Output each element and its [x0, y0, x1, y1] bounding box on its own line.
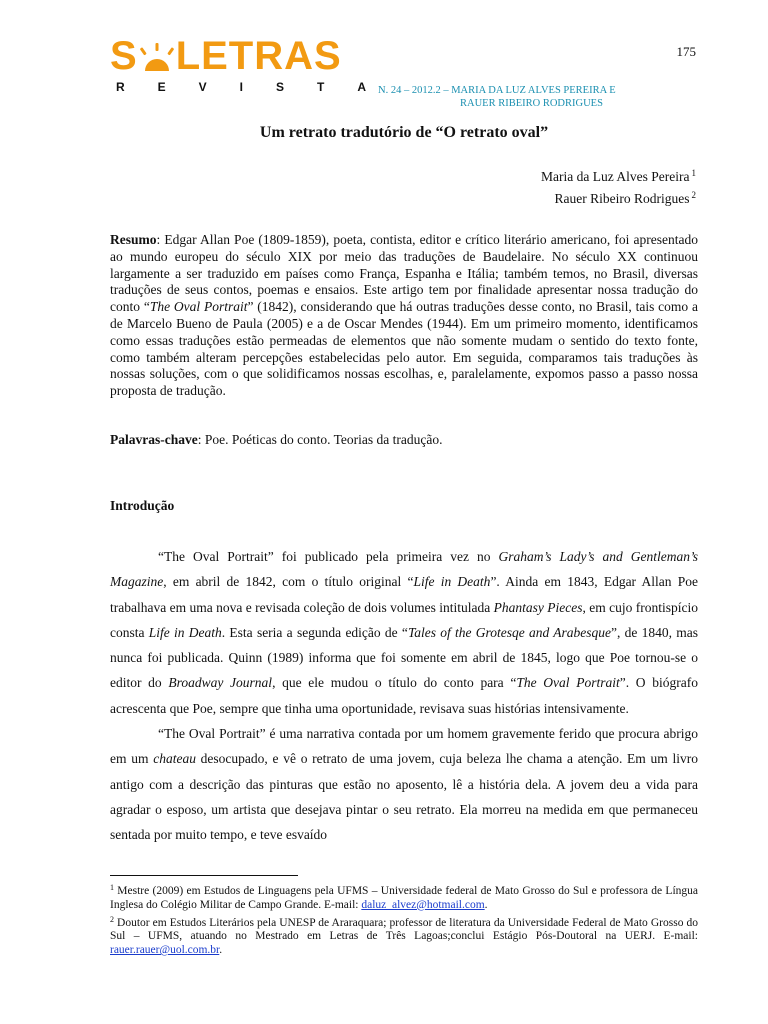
- email-link[interactable]: daluz_alvez@hotmail.com: [361, 898, 485, 911]
- logo-letters-rest: LETRAS: [175, 34, 342, 78]
- italic-run: Tales of the Grotesqe and Arabesque: [407, 624, 611, 640]
- author-name: Maria da Luz Alves Pereira: [541, 169, 690, 184]
- sun-icon: [139, 40, 175, 72]
- page-number: 175: [676, 44, 696, 59]
- text-run: ”. O biógrafo acrescenta que Poe, sempre que tinha uma oportunidade, revisava suas histórias intensivamente.: [110, 675, 698, 716]
- email-link[interactable]: rauer.rauer@uol.com.br: [110, 944, 220, 957]
- text-run: “The Oval Portrait” é uma narrativa contada por um homem gravemente ferido que procura abrigo em um: [110, 726, 698, 767]
- italic-run: chateau: [153, 751, 196, 767]
- logo-sub-letter: E: [157, 80, 166, 94]
- author: [400, 164, 696, 186]
- footnote-tail: .: [484, 898, 488, 911]
- logo-letter-s: S: [110, 34, 138, 78]
- issue-info: [378, 84, 678, 110]
- logo-subtitle: [110, 80, 366, 94]
- italic-run: Graham’s Lady’s and Gentleman’s Magazine: [110, 549, 699, 590]
- text-run: , em cujo frontispício consta: [110, 599, 698, 640]
- italic-run: Broadway Journal: [168, 675, 273, 691]
- logo-sub-letter: I: [239, 80, 243, 94]
- text-run: desocupado, e vê o retrato de uma jovem, cuja beleza lhe chama a atenção. Em um livro antigo com a descrição das pinturas que estão no aposento, lê a história dela. A jovem deu a vida para agradar o esposo, um artista que desejava pintar o seu retrato. Ela morreu na medida em que permaneceu sentada por muito tempo, e teve esvaído: [110, 751, 698, 843]
- text-run: “The Oval Portrait” foi publicado pela primeira vez no: [158, 549, 499, 564]
- logo-sub-letter: A: [357, 80, 366, 94]
- text-run: . Esta seria a segunda edição de “: [221, 624, 408, 640]
- footnote-text: Mestre (2009) em Estudos de Linguagens pela UFMS – Universidade federal de Mato Grosso do Sul e professora de Língua Inglesa do Colégio Militar de Campo Grande. E-mail:: [110, 885, 698, 911]
- italic-run: Life in Death: [148, 624, 222, 640]
- logo-sub-letter: R: [116, 80, 125, 94]
- abstract-label: Resumo: [110, 232, 157, 247]
- abstract-text: ” (1842), considerando que há outras traduções desse conto, no Brasil, tais como a de Marcelo Bueno de Paula (2005) e a de Oscar Mendes (1944). Em um primeiro momento, identificamos como essas traduções estão permeadas de elementos que não somente mudam o sentido do texto fonte, como também alteram percepções estabelecidas pelo autor. Em seguida, comparamos tais traduções às nossas soluções, com o que solidificamos nossas escolhas, e, paralelamente, expomos passo a passo nossa proposta de tradução.: [110, 299, 698, 399]
- footnote-number: 1: [110, 883, 114, 892]
- logo-sub-letter: T: [316, 80, 325, 94]
- keywords-label: Palavras-chave: [110, 432, 198, 447]
- footnote: [110, 913, 698, 958]
- section-heading: Introdução: [110, 498, 175, 513]
- italic-run: Life in Death: [413, 574, 491, 590]
- abstract: [110, 232, 698, 400]
- text-run: , em abril de 1842, com o título original “: [163, 574, 414, 590]
- logo-wordmark: [110, 36, 366, 76]
- keywords: [110, 432, 698, 448]
- keywords-text: : Poe. Poéticas do conto. Teorias da tradução.: [197, 432, 443, 447]
- footnote: [110, 881, 698, 913]
- author-name: Rauer Ribeiro Rodrigues: [554, 191, 690, 206]
- issue-info-line2: RAUER RIBEIRO RODRIGUES: [460, 98, 603, 109]
- italic-run: Phantasy Pieces: [493, 599, 583, 615]
- text-run: , que ele mudou o título do conto para “: [272, 675, 517, 691]
- footnote-number: 2: [110, 914, 114, 924]
- italic-run: The Oval Portrait: [516, 675, 620, 691]
- paragraph: [110, 544, 698, 721]
- abstract-italic: The Oval Portrait: [149, 299, 248, 315]
- author: [400, 186, 696, 208]
- footnote-ref[interactable]: 1: [691, 168, 696, 178]
- paragraph: [110, 721, 698, 847]
- author-list: [400, 164, 696, 208]
- article-title: Um retrato tradutório de “O retrato oval”: [259, 124, 549, 141]
- footnote-tail: .: [219, 944, 223, 957]
- abstract-text: : Edgar Allan Poe (1809-1859), poeta, contista, editor e crítico literário americano, foi apresentado ao mundo europeu do século XIX por meio das traduções de Baudelaire. No século XX continuou largamente a ser traduzido em países como França, Espanha e Itália; também temos, no Brasil, diversas traduções de seus contos, poemas e ensaios. Este artigo tem por finalidade apresentar nossa tradução do conto “: [110, 232, 698, 315]
- body-text: [110, 544, 698, 848]
- footnote-divider: [110, 875, 298, 876]
- text-run: ”. Ainda em 1843, Edgar Allan Poe trabalhava em uma nova e revisada coleção de dois volumes intitulada: [110, 574, 699, 615]
- journal-logo: [110, 36, 366, 94]
- footnote-text: Doutor em Estudos Literários pela UNESP de Araraquara; professor de literatura da Universidade Federal de Mato Grosso do Sul – UFMS, atuando no Mestrado em Letras de Três Lagoas;conclui Estágio Pós-Doutoral na UERJ. E-mail:: [110, 916, 698, 943]
- text-run: ”, de 1840, mas nunca foi publicada. Quinn (1989) informa que foi somente em abril de 1845, logo que Poe tornou-se o editor do: [110, 624, 699, 691]
- logo-sub-letter: V: [198, 80, 207, 94]
- footnote-ref[interactable]: 2: [691, 190, 696, 200]
- footnotes: [110, 881, 698, 958]
- logo-sub-letter: S: [275, 80, 284, 94]
- issue-info-line1: N. 24 – 2012.2 – MARIA DA LUZ ALVES PEREIRA E: [378, 85, 616, 96]
